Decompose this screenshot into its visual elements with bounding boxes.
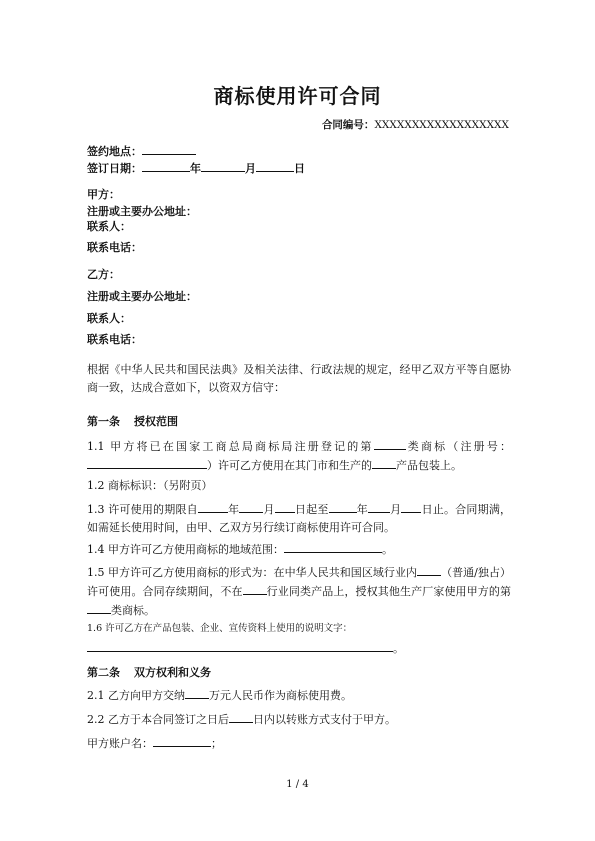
party-a-name: 甲方： xyxy=(87,188,120,201)
clause-1-5 xyxy=(87,563,511,620)
clause-2-1-amount-blank xyxy=(185,686,209,699)
clause-1-6-text-b: 。 xyxy=(393,642,404,655)
clause-1-3-text-g: 日止。合同期满，如需延长使用时间，由甲、乙双方另行续订商标使用许可合同。 xyxy=(87,503,512,534)
clause-1-3 xyxy=(87,500,511,537)
clause-1-4-text-a: 1.4 甲方许可乙方使用商标的地域范围： xyxy=(87,543,284,556)
clause-2-2 xyxy=(87,710,511,729)
article-2-number: 第二条 xyxy=(87,666,120,679)
contract-number xyxy=(322,117,509,132)
clause-1-1-text-a: 1.1 甲方将已在国家工商总局商标局注册登记的第 xyxy=(87,440,374,453)
clause-1-5-text-b: （普通/独占）许可使用。合同存续期间，不在 xyxy=(87,566,511,598)
party-b-address: 注册或主要办公地址： xyxy=(87,290,197,303)
clause-1-1-text-b: 类商标（注册号： xyxy=(405,440,511,453)
clause-1-2: 1.2 商标标识：（另附页） xyxy=(87,479,213,492)
party-a-account-blank xyxy=(153,734,211,747)
clause-1-3-month-b: 月 xyxy=(389,503,402,516)
article-2-heading xyxy=(87,664,211,680)
party-b-phone: 联系电话： xyxy=(87,333,142,346)
clause-2-1-text-b: 万元人民币作为商标使用费。 xyxy=(209,689,352,702)
contract-number-value: XXXXXXXXXXXXXXXXXX xyxy=(374,119,509,131)
clause-1-3-end-year-blank xyxy=(329,500,357,513)
sign-date-label: 签订日期： xyxy=(87,162,142,175)
article-1-title: 授权范围 xyxy=(134,415,178,428)
clause-1-6-line xyxy=(87,639,511,658)
sign-date-month-blank xyxy=(201,159,245,172)
clause-1-3-text-a: 1.3 许可使用的期限自 xyxy=(87,503,198,516)
clause-1-3-year-b: 年 xyxy=(356,503,368,516)
clause-1-1-text-d: 产品包装上。 xyxy=(396,459,462,472)
party-b-contact: 联系人： xyxy=(87,312,131,325)
clause-1-3-end-month-blank xyxy=(368,500,390,513)
clause-1-5-industry-blank-2 xyxy=(243,582,267,595)
clause-1-1 xyxy=(87,437,511,475)
clause-1-6 xyxy=(87,620,511,638)
party-a-account-end: ； xyxy=(211,737,222,750)
clause-1-3-start-year-blank xyxy=(198,500,228,513)
clause-1-1-class-blank xyxy=(374,437,406,450)
clause-1-1-product-blank xyxy=(372,456,396,469)
clause-2-1-text-a: 2.1 乙方向甲方交纳 xyxy=(87,689,185,702)
sign-place-blank xyxy=(142,142,196,155)
sign-date-field xyxy=(87,159,305,176)
clause-2-2-text-a: 2.2 乙方于本合同签订之日后 xyxy=(87,713,229,726)
clause-1-5-class-blank xyxy=(87,601,111,614)
article-1-heading xyxy=(87,413,178,429)
sign-date-year-blank xyxy=(142,159,190,172)
clause-2-2-text-b: 日内以转账方式支付于甲方。 xyxy=(253,713,396,726)
sign-date-month: 月 xyxy=(245,162,256,175)
party-a-address: 注册或主要办公地址： xyxy=(87,205,197,218)
sign-date-day-blank xyxy=(256,159,294,172)
clause-1-3-month-a: 月 xyxy=(263,503,275,516)
page-number: 1 / 4 xyxy=(286,779,309,790)
clause-1-1-text-c: ）许可乙方使用在其门市和生产的 xyxy=(207,459,372,472)
sign-place-field xyxy=(87,142,196,159)
clause-1-4-text-b: 。 xyxy=(382,543,393,556)
party-a-account xyxy=(87,734,511,753)
clause-1-3-start-month-blank xyxy=(239,500,263,513)
clause-1-5-text-a: 1.5 甲方许可乙方使用商标的形式为：在中华人民共和国区域行业内 xyxy=(87,566,418,579)
sign-date-year: 年 xyxy=(190,162,201,175)
party-a-phone: 联系电话： xyxy=(87,241,142,254)
article-2-title: 双方权利和义务 xyxy=(134,666,211,679)
preamble: 根据《中华人民共和国民法典》及相关法律、行政法规的规定，经甲乙双方平等自愿协商一致，达成合意如下，以资双方信守： xyxy=(87,363,511,394)
clause-1-3-start-day-blank xyxy=(275,500,295,513)
clause-1-5-text-c: 行业同类产品上，授权其他生产厂家使用甲方的第 xyxy=(266,585,512,598)
sign-date-day: 日 xyxy=(294,162,305,175)
clause-2-1 xyxy=(87,686,511,705)
article-1-number: 第一条 xyxy=(87,415,120,428)
clause-1-4-region-blank xyxy=(284,540,382,553)
party-a-account-label: 甲方账户名： xyxy=(87,737,153,750)
clause-1-5-industry-blank xyxy=(417,563,441,576)
clause-1-6-text-a: 1.6 许可乙方在产品包装、企业、宣传资料上使用的说明文字： xyxy=(87,623,353,634)
clause-1-3-end-day-blank xyxy=(401,500,421,513)
clause-1-6-text-blank xyxy=(87,639,393,652)
clause-1-4 xyxy=(87,540,511,559)
sign-place-label: 签约地点： xyxy=(87,145,142,158)
clause-1-3-text-d: 日起至 xyxy=(294,503,329,516)
clause-1-1-reg-no-blank xyxy=(87,456,207,469)
document-title: 商标使用许可合同 xyxy=(213,84,382,108)
party-a-contact: 联系人： xyxy=(87,220,131,233)
clause-1-5-text-d: 类商标。 xyxy=(111,604,155,617)
clause-1-3-year-a: 年 xyxy=(227,503,240,516)
contract-number-label: 合同编号： xyxy=(321,119,375,131)
clause-2-2-days-blank xyxy=(229,710,253,723)
party-b-name: 乙方： xyxy=(87,268,120,281)
